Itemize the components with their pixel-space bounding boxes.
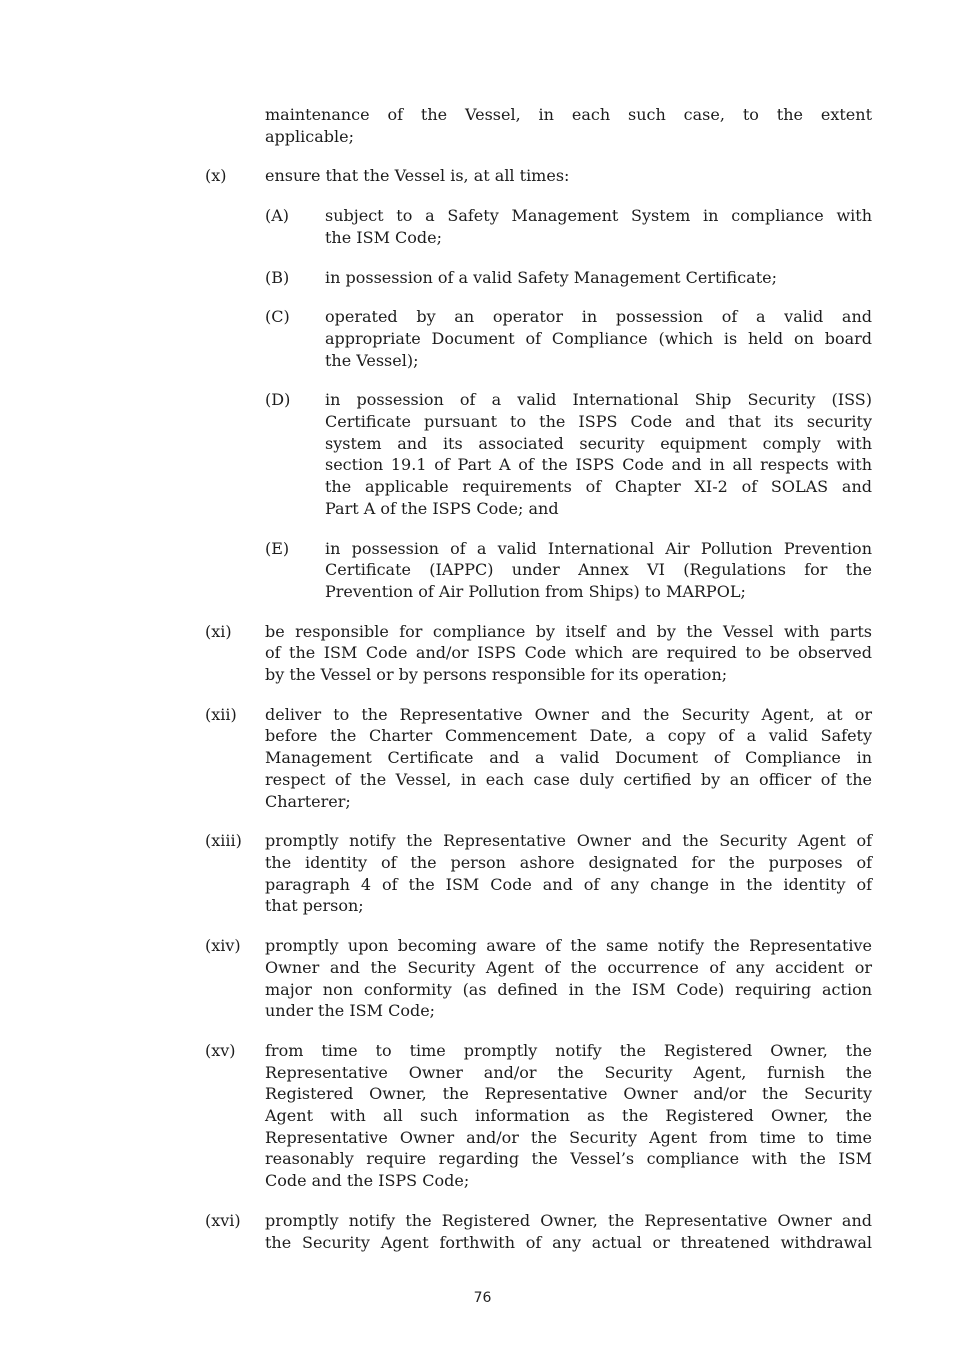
- list-item-xvi: [205, 1210, 872, 1253]
- item-text: promptly notify the Representative Owner and the Security Agent of the identity of the person ashore designated for the purposes of paragraph 4 of the ISM Code and of any change in the identity of that person;: [265, 831, 872, 916]
- paragraph-continuation: [265, 104, 872, 147]
- item-text: ensure that the Vessel is, at all times:: [265, 166, 570, 186]
- item-marker: (xi): [205, 621, 232, 641]
- list-item-b: [265, 267, 872, 289]
- item-marker: (B): [265, 267, 290, 287]
- item-marker: (xiii): [205, 831, 242, 851]
- item-marker: (xvi): [205, 1210, 241, 1230]
- item-text: in possession of a valid Safety Management Certificate;: [325, 267, 777, 287]
- item-marker: (E): [265, 538, 290, 558]
- list-item-d: [265, 389, 872, 519]
- item-text: in possession of a valid International Air Pollution Prevention Certificate (IAPPC) under Annex VI (Regulations for the Prevention of Air Pollution from Ships) to MARPOL;: [325, 538, 872, 601]
- list-item-e: [265, 538, 872, 603]
- list-item-xv: [205, 1040, 872, 1192]
- item-marker: (xiv): [205, 936, 241, 956]
- item-marker: (x): [205, 166, 227, 186]
- list-item-x: [205, 165, 872, 602]
- item-text: promptly upon becoming aware of the same notify the Representative Owner and the Security Agent of the occurrence of any accident or major non conformity (as defined in the ISM Code) requiring action under the ISM Code;: [265, 936, 872, 1021]
- list-item-xi: [205, 621, 872, 686]
- item-text: promptly notify the Registered Owner, the Representative Owner and the Security Agent forthwith of any actual or threatened withdrawal: [265, 1210, 872, 1252]
- item-marker: (xv): [205, 1040, 236, 1060]
- list-item-xiv: [205, 935, 872, 1022]
- item-text: deliver to the Representative Owner and the Security Agent, at or before the Charter Commencement Date, a copy of a valid Safety Management Certificate and a valid Document of Compliance in respect of the Vessel, in each case duly certified by an officer of the Charterer;: [265, 704, 872, 811]
- item-text: be responsible for compliance by itself and by the Vessel with parts of the ISM Code and/or ISPS Code which are required to be observed by the Vessel or by persons responsible for its operation;: [265, 621, 872, 685]
- document-content: [205, 104, 872, 1271]
- item-marker: (xii): [205, 704, 237, 724]
- item-text: subject to a Safety Management System in compliance with the ISM Code;: [325, 206, 872, 247]
- page-number: 76: [473, 1290, 492, 1306]
- item-marker: (D): [265, 390, 291, 410]
- list-item-c: [265, 306, 872, 371]
- item-text: from time to time promptly notify the Registered Owner, the Representative Owner and/or the Security Agent, furnish the Registered Owner, the Representative Owner and/or the Security Agent with all such information as the Registered Owner, the Representative Owner and/or the Security Agent from time to time reasonably require regarding the Vessel’s compliance with the ISM Code and the ISPS Code;: [265, 1040, 872, 1191]
- sub-list: [265, 205, 872, 603]
- list-item-xii: [205, 704, 872, 813]
- list-item-xiii: [205, 830, 872, 917]
- item-text: operated by an operator in possession of a valid and appropriate Document of Compliance (which is held on board the Vessel);: [325, 307, 872, 370]
- item-marker: (C): [265, 307, 290, 327]
- paragraph-text: maintenance of the Vessel, in each such case, to the extent applicable;: [265, 105, 872, 146]
- list-item-a: [265, 205, 872, 248]
- item-text: in possession of a valid International Ship Security (ISS) Certificate pursuant to the ISPS Code and that its security system and its associated security equipment comply with section 19.1 of Part A of the ISPS Code and in all respects with the applicable requirements of Chapter XI-2 of SOLAS and Part A of the ISPS Code; and: [325, 390, 872, 518]
- item-marker: (A): [265, 206, 290, 226]
